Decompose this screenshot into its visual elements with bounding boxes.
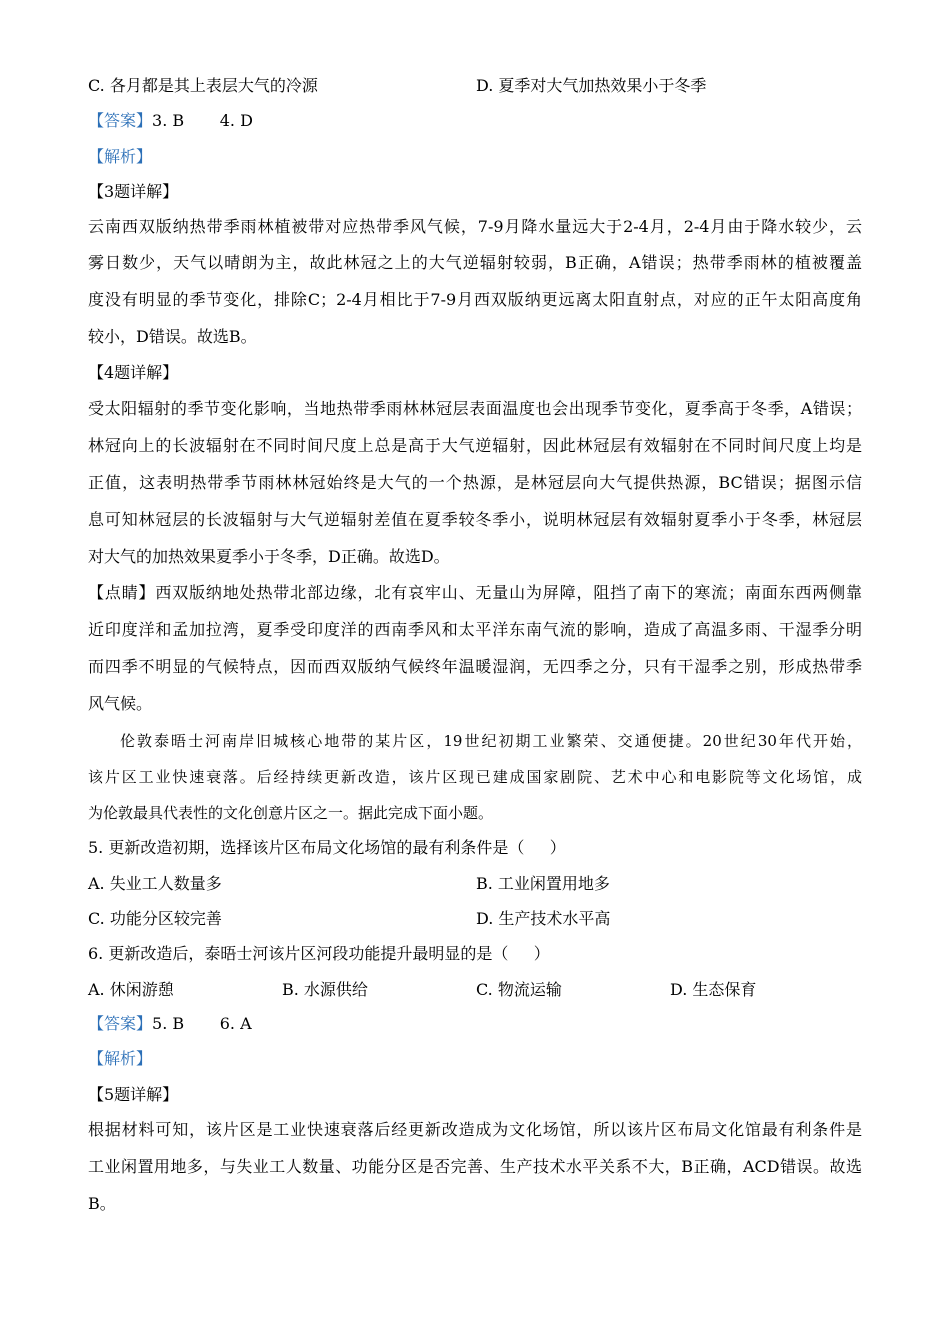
highlight-text: 西双版纳地处热带北部边缘，北有哀牢山、无量山为屏障，阻挡了南下的寒流；南面东西两侧靠 (155, 583, 862, 602)
highlight-line: 风气候。 (88, 694, 153, 713)
q6-option-b: B. 水源供给 (282, 980, 368, 999)
q5-option-a: A. 失业工人数量多 (88, 874, 222, 893)
answer-line-2 (88, 1014, 252, 1034)
q6-option-d: D. 生态保育 (670, 980, 757, 999)
answer-line-1 (88, 111, 253, 131)
highlight-line: 而四季不明显的气候特点，因而西双版纳气候终年温暖湿润，无四季之分，只有干湿季之别，形成热带季 (88, 657, 862, 676)
q5-detail-line: 工业闲置用地多，与失业工人数量、功能分区是否完善、生产技术水平关系不大，B正确，ACD错误。故选 (88, 1157, 862, 1176)
q3-detail-heading: 【3题详解】 (88, 182, 179, 201)
q5-option-c: C. 功能分区较完善 (88, 909, 222, 928)
answer-text: 3. B 4. D (152, 111, 253, 130)
q6-option-a: A. 休闲游憩 (88, 980, 174, 999)
q4-detail-line: 正值，这表明热带季节雨林林冠始终是大气的一个热源，是林冠层向大气提供热源，BC错误；据图示信 (88, 473, 862, 492)
analysis-tag-1: 【解析】 (88, 147, 153, 166)
highlight-tag: 【点睛】 (88, 583, 156, 602)
q3-detail-line: 云南西双版纳热带季雨林植被带对应热带季风气候，7-9月降水量远大于2-4月，2-4月由于降水较少，云 (88, 217, 862, 236)
question-6-stem: 6. 更新改造后，泰晤士河该片区河段功能提升最明显的是（ ） (88, 944, 550, 963)
passage-line: 伦敦泰晤士河南岸旧城核心地带的某片区，19世纪初期工业繁荣、交通便捷。20世纪30年代开始， (120, 732, 862, 750)
passage-line: 为伦敦最具代表性的文化创意片区之一。据此完成下面小题。 (88, 804, 494, 822)
q6-option-c: C. 物流运输 (476, 980, 562, 999)
q5-detail-heading: 【5题详解】 (88, 1085, 179, 1104)
q5-detail-line: 根据材料可知，该片区是工业快速衰落后经更新改造成为文化场馆，所以该片区布局文化馆最有利条件是 (88, 1120, 862, 1139)
option-c-q4: C. 各月都是其上表层大气的冷源 (88, 76, 318, 95)
highlight-line: 近印度洋和孟加拉湾，夏季受印度洋的西南季风和太平洋东南气流的影响，造成了高温多雨、干湿季分明 (88, 620, 862, 639)
q4-detail-heading: 【4题详解】 (88, 363, 179, 382)
q5-detail-line: B。 (88, 1194, 116, 1213)
answer-tag: 【答案】 (88, 1014, 153, 1033)
question-5-stem: 5. 更新改造初期，选择该片区布局文化场馆的最有利条件是（ ） (88, 838, 566, 857)
q4-detail-line: 受太阳辐射的季节变化影响，当地热带季雨林林冠层表面温度也会出现季节变化，夏季高于冬季，A错误； (88, 399, 862, 418)
q5-option-d: D. 生产技术水平高 (476, 909, 611, 928)
analysis-tag-2: 【解析】 (88, 1049, 153, 1068)
passage-line: 该片区工业快速衰落。后经持续更新改造，该片区现已建成国家剧院、艺术中心和电影院等文化场馆，成 (88, 768, 862, 786)
option-d-q4: D. 夏季对大气加热效果小于冬季 (476, 76, 707, 95)
q4-detail-line: 对大气的加热效果夏季小于冬季，D正确。故选D。 (88, 547, 450, 566)
q3-detail-line: 雾日数少，天气以晴朗为主，故此林冠之上的大气逆辐射较弱，B正确，A错误；热带季雨林的植被覆盖 (88, 253, 862, 272)
q4-detail-line: 息可知林冠层的长波辐射与大气逆辐射差值在夏季较冬季小，说明林冠层有效辐射夏季小于冬季，林冠层 (88, 510, 862, 529)
q5-option-b: B. 工业闲置用地多 (476, 874, 610, 893)
q3-detail-line: 度没有明显的季节变化，排除C；2-4月相比于7-9月西双版纳更远离太阳直射点，对应的正午太阳高度角 (88, 290, 862, 309)
answer-tag: 【答案】 (88, 111, 153, 130)
q4-detail-line: 林冠向上的长波辐射在不同时间尺度上总是高于大气逆辐射，因此林冠层有效辐射在不同时间尺度上均是 (88, 436, 862, 455)
answer-text: 5. B 6. A (152, 1014, 252, 1033)
q3-detail-line: 较小，D错误。故选B。 (88, 327, 257, 346)
highlight-line (88, 583, 862, 603)
